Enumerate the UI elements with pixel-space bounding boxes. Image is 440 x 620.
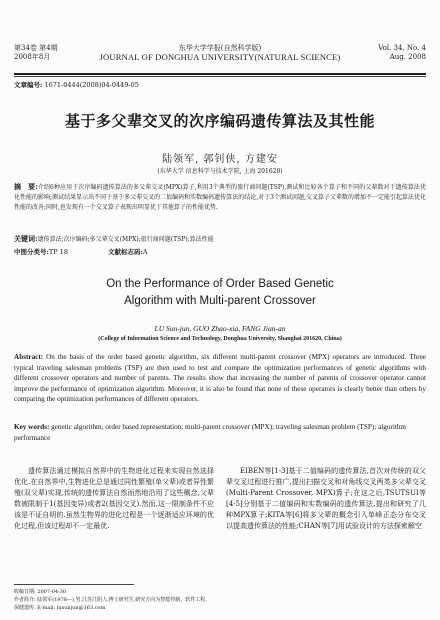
article-number-value: 1671-0444(2008)04-0449-05 <box>44 81 139 89</box>
journal-header <box>14 44 426 70</box>
title-en-line2: Algorithm with Multi-parent Crossover <box>124 295 316 307</box>
header-rule-thick <box>14 73 426 75</box>
header-left <box>14 44 58 62</box>
article-number <box>14 80 139 89</box>
keywords-en-label: Key words: <box>14 423 50 431</box>
keywords-cn-label: 关键词: <box>14 234 38 243</box>
body-column-right: EIBEN等[1-3]基于二值编码的遗传算法,首次对传统的双父辈交叉过程进行推广,提出扫描交叉和对角线交叉两类多父辈交叉(Multi-Parent Crossover, MPX)算子;在这之后,TSUTSUI等[4-5]分别基于二值编码和实数编码的遗传算法,提出和研究了几种MPX算子;KITA等[6]将多父辈的概念引入单峰正态分布交叉以提高遗传算法的性能;CHAN等[7]用试验设计的方法探索解空 <box>226 467 426 530</box>
keywords-en <box>14 422 426 443</box>
affiliation-cn: (东华大学 信息科学与技术学院, 上海 201620) <box>157 168 283 175</box>
footnote-author: 作者简介: 陆领军(1978—),男,江苏江阴人,博士研究生,研究方向为智能控制、软件工程、保健遗传. E-mail: lusunjun@163.com <box>14 597 211 611</box>
abstract-cn-label: 摘 要: <box>14 182 38 191</box>
abstract-cn <box>14 182 426 213</box>
abstract-en <box>14 352 426 405</box>
footnote-received: 收稿日期: 2007-04-30 <box>14 589 67 595</box>
authors-en: LU Sun-jun, GUO Zhao-xia, FANG Jian-an <box>154 324 286 333</box>
journal-name-en: JOURNAL OF DONGHUA UNIVERSITY(NATURAL SCIENCE) <box>99 52 341 62</box>
date-cn: 2008年8月 <box>14 53 51 61</box>
header-right <box>378 44 426 62</box>
footnotes <box>14 588 214 612</box>
clc-value: TP 18 <box>48 248 68 256</box>
article-number-label: 文章编号: <box>14 81 43 89</box>
footnote-rule <box>14 584 134 585</box>
header-rule-thin <box>14 76 426 77</box>
volume-issue-en: Vol. 34, No. 4 <box>378 44 426 52</box>
title-en-line1: On the Performance of Order Based Genetic <box>106 278 334 290</box>
authors-cn: 陆领军, 郭钊侠, 方建安 <box>162 154 278 165</box>
abstract-en-label: Abstract: <box>14 353 44 361</box>
abstract-cn-text: 介绍6种应用于次序编码遗传算法的多父辈交叉(MPX)算子,利用3个典型的旅行商问题(TSP),测试和比较各个算子和不同的父辈数对于遗传算法优化性能的影响;测试结果显示出不同于基于多父辈交叉的二值编码和实数编码遗传算法的结论,对于3个测试问题,交叉算子父辈数的增加不一定能引起算法优化性能的改善;同时,也发现有一个交叉算子表现出明显优于其他算子的性能优势. <box>14 184 426 211</box>
date-en: Aug. 2008 <box>389 53 426 61</box>
body-column-left: 遗传算法通过模拟自然界中的生物进化过程来实现自然选择优化.在自然界中,生物进化总是通过同性繁殖(单父辈)或者异性繁殖(双父辈)实现,传统的遗传算法自然而然地沿用了这些概念,父辈数被限制于1(基因变异)或者2(基因交叉).然而,这一限制条件不应该是不证自明的.虽然生物界的进化过程是一个逐渐适应环境的优化过程,但该过程却不一定最优. <box>14 467 214 530</box>
keywords-en-text: genetic algorithm; order based representation; multi-parent crossover (MPX); traveling salesman problem (TSP); algorithm performance <box>14 423 407 442</box>
doc-code-label: 文献标志码: <box>107 248 143 256</box>
title-en <box>0 276 440 310</box>
doc-code-value: A <box>142 248 148 256</box>
title-cn: 基于多父辈交叉的次序编码遗传算法及其性能 <box>64 112 375 130</box>
affiliation-en: (College of Information Science and Technology, Donghua University, Shanghai 201620, China) <box>98 336 342 342</box>
keywords-cn-text: 遗传算法;次序编码;多父辈交叉(MPX);旅行商问题(TSP);算法性能 <box>37 236 214 243</box>
classification-line <box>14 247 426 256</box>
volume-issue-cn: 第34卷 第4期 <box>14 44 58 52</box>
header-center <box>94 44 346 62</box>
journal-name-cn: 东华大学学报(自然科学版) <box>178 44 262 52</box>
keywords-cn <box>14 234 426 245</box>
clc-label: 中图分类号: <box>14 248 49 256</box>
abstract-en-text: On the basis of the order based genetic algorithm, six different multi-parent crossover (MPX) operators are introduced. Three typical traveling salesman problems (TSP) are then used to test and compare the optimization performances of genetic algorithms with different crossover operators and number of parents. The results show that increasing the number of parents of crossover operator cannot improve the performance of optimization algorithm. Moreover, it is also be found that none of these operators is clearly better than others by comparing the optimization performances of different operators. <box>14 353 426 404</box>
